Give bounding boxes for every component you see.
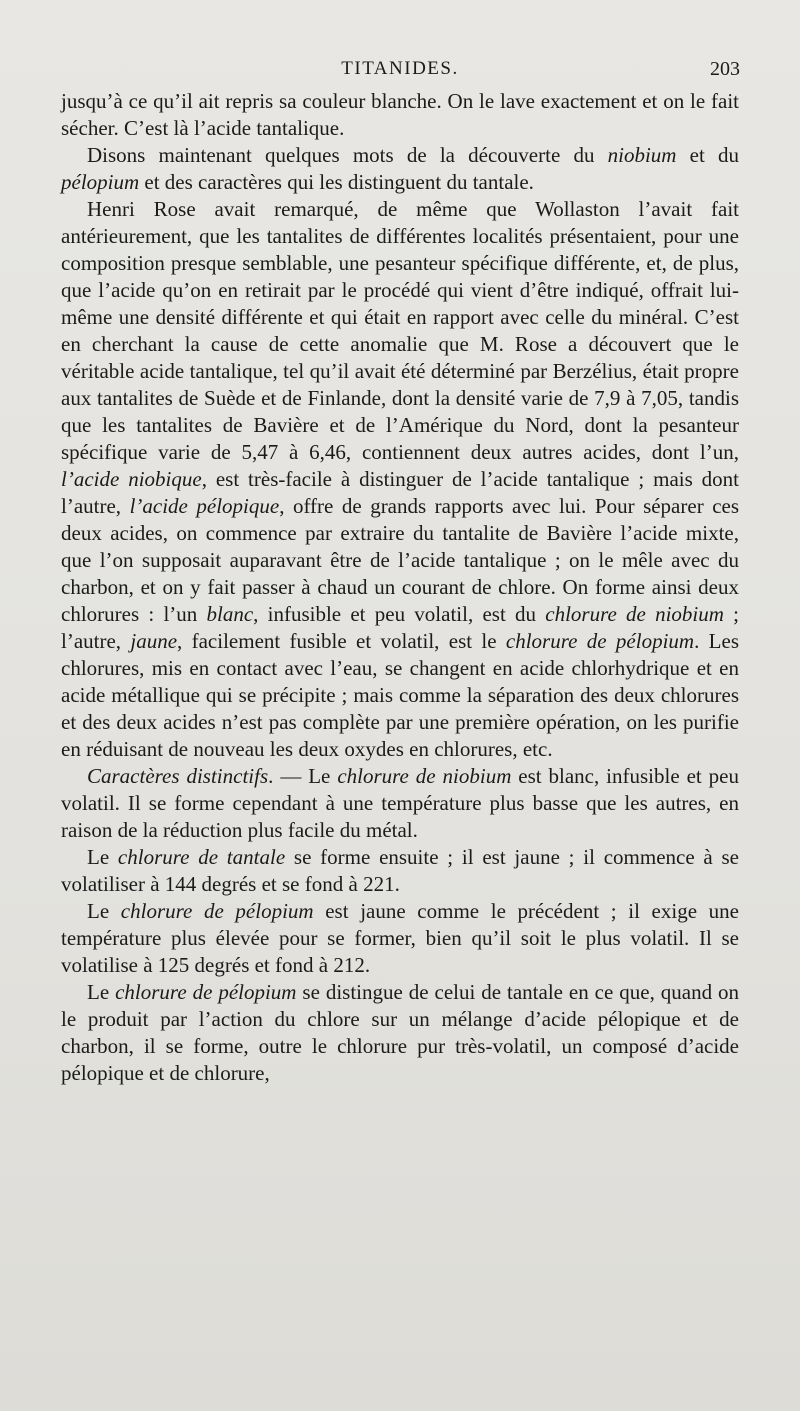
paragraph-6 xyxy=(61,898,739,979)
text-segment: , infusible et peu volatil, est du xyxy=(253,602,546,626)
text-segment: Le xyxy=(87,845,118,869)
text-segment: Disons maintenant quelques mots de la découverte du xyxy=(87,143,608,167)
text-segment: se forme ensuite ; il est jaune ; il commence à se volatiliser à 144 degrés et se fond à 221. xyxy=(61,845,739,896)
page-number: 203 xyxy=(710,58,740,80)
text-segment: Henri Rose avait remarqué, de même que Wollaston l’avait fait antérieurement, que les tantalites de différentes localités présentaient, pour une composition presque semblable, une pesanteur spécifique différente, et, de plus, que l’acide qu’on en retirait par le procédé qui vient d’être indiqué, offrait lui-même une densité différente et qui était en rapport avec celle du minéral. C’est en cherchant la cause de cette anomalie que M. Rose a découvert que le véritable acide tantalique, tel qu’il avait été déterminé par Berzélius, était propre aux tantalites de Suède et de Finlande, dont la densité varie de 7,9 à 7,05, tandis que les tantalites de Bavière et de l’Amérique du Nord, dont la pesanteur spécifique varie de 5,47 à 6,46, contiennent deux autres acides, dont l’un, xyxy=(61,197,739,464)
text-segment: et des caractères qui les distinguent du tantale. xyxy=(139,170,534,194)
text-segment: , est très-facile à distinguer de l’acide tantalique ; mais dont l’autre, xyxy=(61,467,739,518)
paragraph-2 xyxy=(61,142,739,196)
paragraph-5 xyxy=(61,844,739,898)
italic-term: jaune xyxy=(130,629,178,653)
paragraph-4 xyxy=(61,763,739,844)
text-segment: ; l’autre, xyxy=(61,602,739,653)
italic-term: chlorure de niobium xyxy=(337,764,512,788)
italic-term: chlorure de niobium xyxy=(545,602,724,626)
italic-term: blanc xyxy=(206,602,254,626)
italic-term: l’acide pélopique xyxy=(129,494,280,518)
paragraph-3 xyxy=(61,196,739,763)
text-segment: est jaune comme le précédent ; il exige une température plus élevée pour se former, bien qu’il soit le plus volatil. Il se volatilise à 125 degrés et fond à 212. xyxy=(61,899,739,977)
italic-term: pélopium xyxy=(61,170,140,194)
body-text xyxy=(61,88,739,1087)
text-segment: se distingue de celui de tantale en ce que, quand on le produit par l’action du chlore sur un mélange d’acide pélopique et de charbon, il se forme, outre le chlorure pur très-volatil, un composé d’acide pélopique et de chlorure, xyxy=(61,980,739,1085)
text-segment: . Les chlorures, mis en contact avec l’eau, se changent en acide chlorhydrique et en acide métallique qui se précipite ; mais comme la séparation des deux chlorures et des deux acides n’est pas complète par une première opération, on les purifie en réduisant de nouveau les deux oxydes en chlorures, etc. xyxy=(61,629,739,761)
italic-heading: Caractères distinctifs xyxy=(87,764,269,788)
running-title: TITANIDES. xyxy=(341,58,459,79)
text-segment: et du xyxy=(676,143,739,167)
italic-term: chlorure de pélopium xyxy=(505,629,695,653)
text-segment: , facilement fusible et volatil, est le xyxy=(177,629,506,653)
paragraph-7 xyxy=(61,979,739,1087)
italic-term: niobium xyxy=(607,143,677,167)
text-segment: Le xyxy=(87,899,121,923)
italic-term: chlorure de pélopium xyxy=(120,899,314,923)
text-segment: , offre de grands rapports avec lui. Pour séparer ces deux acides, on commence par extraire du tantalite de Bavière l’acide mixte, que l’on supposait auparavant être de l’acide tantalique ; on le mêle avec du charbon, et on y fait passer à chaud un courant de chlore. On forme ainsi deux chlorures : l’un xyxy=(61,494,740,626)
text-segment: . — Le xyxy=(268,764,338,788)
page-header xyxy=(60,58,740,86)
text-segment: Le xyxy=(87,980,116,1004)
paragraph-1 xyxy=(61,88,739,142)
italic-term: l’acide niobique xyxy=(61,467,202,491)
text-segment: jusqu’à ce qu’il ait repris sa couleur blanche. On le lave exactement et on le fait sécher. C’est là l’acide tantalique. xyxy=(61,89,739,140)
text-segment: est blanc, infusible et peu volatil. Il se forme cependant à une température plus basse que les autres, en raison de la réduction plus facile du métal. xyxy=(61,764,739,842)
italic-term: chlorure de pélopium xyxy=(115,980,297,1004)
italic-term: chlorure de tantale xyxy=(117,845,286,869)
